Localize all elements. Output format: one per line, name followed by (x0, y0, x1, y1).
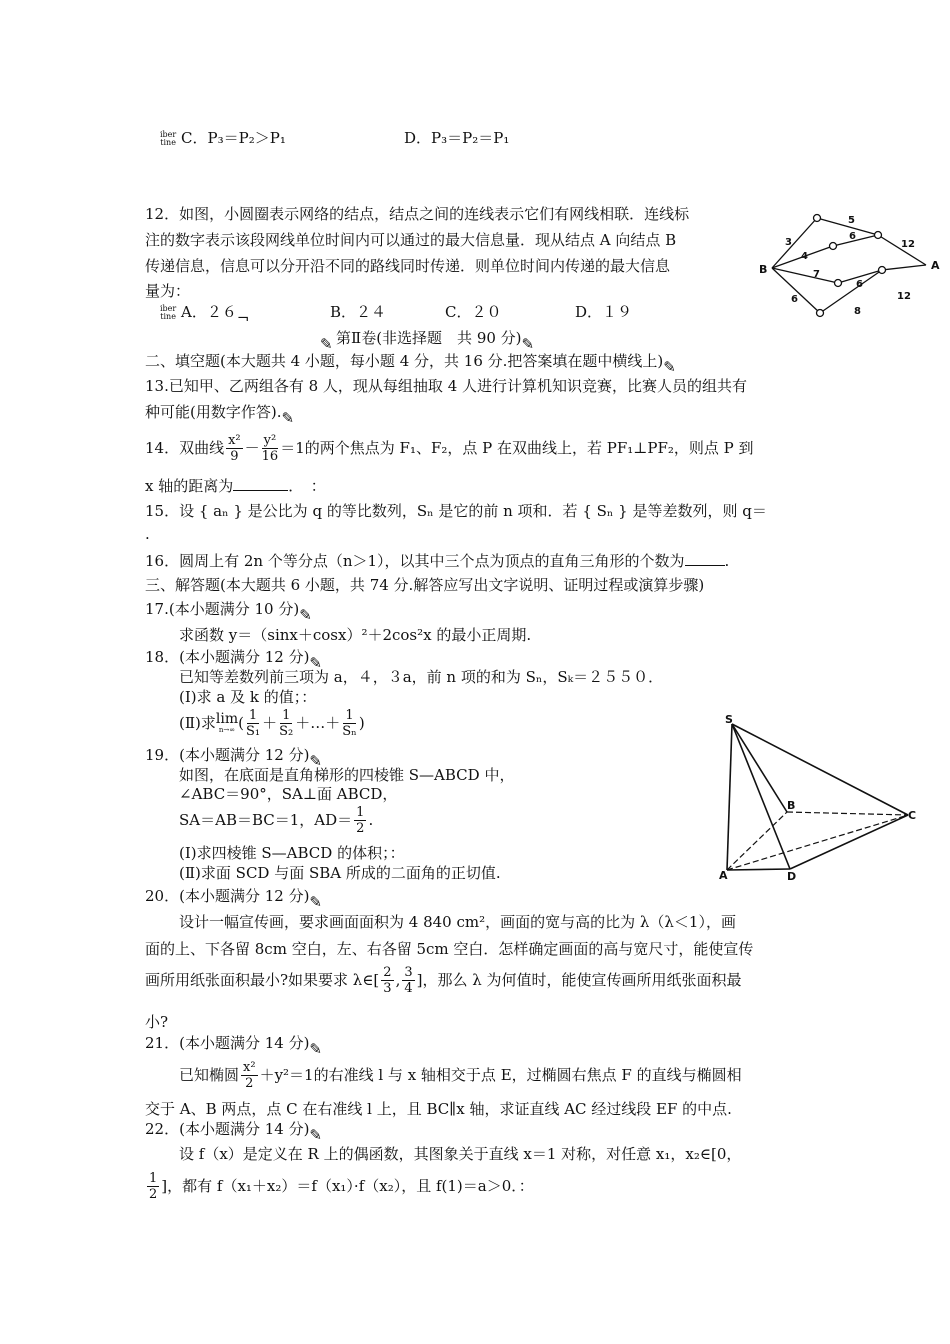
fraction: $\frac{\text{x²}}{9}$ (228, 432, 241, 464)
answer-blank (685, 551, 725, 566)
mark-icon: ✎ (309, 654, 322, 672)
q19-line5: (Ⅱ)求面 SCD 与面 SBA 所成的二面角的正切值. (179, 864, 501, 882)
mark-icon: ¬ (236, 309, 250, 327)
q12-options (160, 302, 633, 327)
fraction: $\frac{1}{\text{Sₙ}}$ (342, 707, 357, 739)
q18-line1: 已知等差数列前三项为 a，４，３a，前 n 项的和为 Sₙ，Sₖ＝２５５０． (179, 668, 664, 686)
mark-icon: ✎ (663, 358, 676, 376)
q16: 16．圆周上有 2n 个等分点（n＞1），以其中三个点为顶点的直角三角形的个数为 . (145, 552, 730, 570)
q14-line1: 14．双曲线 $\frac{\text{x²}}{9}$ － $\frac{\text{y²}}{16}$ ＝1的两个焦点为 F₁、F₂，点 P 在双曲线上，若 PF₁⊥PF₂，则点 P 到 (145, 432, 754, 464)
edge-bc (787, 812, 908, 815)
q19-line3: SA＝AB＝BC＝1，AD＝ $\frac{1}{2}$ . (179, 804, 374, 836)
vertex-a-label: A (719, 869, 728, 882)
fraction: $\frac{3}{4}$ (404, 964, 413, 996)
fraction: $\frac{1}{\text{S₁}}$ (246, 707, 261, 739)
q20-line2: 面的上、下各留 8cm 空白，左、右各留 5cm 空白．怎样确定画面的高与宽尺寸，能使宣传 (145, 940, 754, 958)
q22-head: 22．(本小题满分 14 分)✎ (145, 1119, 325, 1139)
limit: lim n→∞ (215, 711, 239, 734)
q13-line2: 种可能(用数字作答).✎ (145, 402, 297, 422)
mark-icon: ✎ (320, 335, 333, 353)
node (875, 232, 882, 239)
part2-title: ✎ 第Ⅱ卷(非选择题 共 90 分)✎ (320, 328, 538, 348)
edge-sa (727, 724, 732, 870)
option-c: C．２０ (445, 303, 502, 321)
mark-icon: ✎ (309, 1040, 322, 1058)
mark-icon: ✎ (281, 409, 295, 427)
marker: iber tine (160, 130, 177, 147)
option-c: C．P₃＝P₂＞P₁ (181, 129, 286, 147)
edge-ad (727, 869, 790, 870)
edge-label: 3 (785, 237, 792, 248)
q21-head: 21．(本小题满分 14 分)✎ (145, 1033, 325, 1053)
edge-sd (732, 724, 790, 869)
vertex-s-label: S (725, 713, 733, 726)
q21-line2: 交于 A、B 两点，点 C 在右准线 l 上，且 BC∥x 轴，求证直线 AC 经过线段 EF 的中点. (145, 1100, 732, 1118)
option-d: D．１９ (575, 303, 633, 321)
q15-line1: 15．设 { aₙ } 是公比为 q 的等比数列，Sₙ 是它的前 n 项和．若 { Sₙ } 是等差数列，则 q＝ (145, 502, 767, 520)
mark-icon: ✎ (309, 1126, 322, 1144)
answer-blank (233, 476, 288, 491)
q19-line4: (Ⅰ)求四棱锥 S—ABCD 的体积；： (179, 844, 405, 862)
node (879, 267, 886, 274)
edge-label: 6 (791, 294, 798, 305)
q15-line2: . (145, 525, 150, 543)
q22-line2: $\frac{1}{2}$ ]，都有 f（x₁＋x₂）＝f（x₁）·f（x₂），且 f(1)＝a＞0．： (149, 1170, 534, 1202)
edge-label: 6 (849, 231, 856, 242)
edge-label: 8 (854, 306, 861, 317)
edge-label: 5 (848, 215, 855, 226)
vertex-c-label: C (908, 809, 917, 822)
q12-line2: 注的数字表示该段网线单位时间内可以通过的最大信息量．现从结点 A 向结点 B (145, 231, 677, 249)
edge-label: 6 (856, 279, 863, 290)
option-d: D．P₃＝P₂＝P₁ (404, 129, 510, 147)
edge-label: 7 (813, 269, 820, 280)
edge-sc (732, 724, 908, 815)
edge-dc (790, 815, 908, 869)
mark-icon: ✎ (309, 893, 322, 911)
fraction: $\frac{2}{3}$ (383, 964, 392, 996)
q20-head: 20．(本小题满分 12 分)✎ (145, 886, 325, 906)
node-b-label: B (759, 263, 768, 276)
vertex-d-label: D (787, 870, 797, 882)
q20-line1: 设计一幅宣传画，要求画面面积为 4 840 cm²，画面的宽与高的比为 λ（λ＜1），画 (179, 913, 736, 931)
q19-line1: 如图，在底面是直角梯形的四棱锥 S—ABCD 中， (179, 766, 515, 784)
marker: iber tine (160, 304, 177, 321)
q11-options (160, 128, 510, 148)
q18-line3: (Ⅱ)求 lim n→∞ ( $\frac{1}{\text{S₁}}$ ＋ $\frac{1}{\text{S₂}}$ ＋…＋ $\frac{1}{\text{Sₙ}}$ ) (179, 707, 365, 739)
mark-icon: ✎ (299, 606, 312, 624)
q12-line1: 12．如图，小圆圈表示网络的结点，结点之间的连线表示它们有网线相联．连线标 (145, 205, 690, 223)
mark-icon: ✎ (309, 752, 322, 770)
option-b: B．２４ (330, 303, 387, 321)
q17-body: 求函数 y＝（sinx＋cosx）²＋2cos²x 的最小正周期. (179, 626, 532, 644)
q21-line1: 已知椭圆 $\frac{\text{x²}}{2}$ ＋y²＝1的右准线 l 与 x 轴相交于点 E，过椭圆右焦点 F 的直线与椭圆相 (179, 1059, 742, 1091)
section2-heading: 二、填空题(本大题共 4 小题，每小题 4 分，共 16 分.把答案填在题中横线上)✎ (145, 351, 679, 371)
node (835, 280, 842, 287)
node-a-label: A (931, 259, 940, 272)
fraction: $\frac{1}{2}$ (149, 1170, 158, 1202)
section3-heading: 三、解答题(本大题共 6 小题，共 74 分.解答应写出文字说明、证明过程或演算步骤) (145, 576, 705, 594)
node (830, 243, 837, 250)
mark-icon: ✎ (521, 335, 535, 353)
q12-line4: 量为： (145, 282, 191, 300)
q17-head: 17.(本小题满分 10 分)✎ (145, 599, 315, 619)
fraction: $\frac{1}{2}$ (356, 804, 365, 836)
q18-head: 18．(本小题满分 12 分)✎ (145, 647, 325, 667)
edge-label: 12 (897, 291, 911, 302)
node (817, 310, 824, 317)
pyramid-figure (715, 712, 920, 882)
q20-line3: 画所用纸张面积最小?如果要求 λ∈[ $\frac{2}{3}$ , $\frac{3}{4}$ ]，那么 λ 为何值时，能使宣传画所用纸张面积最 (145, 964, 742, 996)
q19-line2: ∠ABC＝90°，SA⊥面 ABCD， (179, 785, 398, 803)
q19-head: 19．(本小题满分 12 分)✎ (145, 745, 325, 765)
q22-line1: 设 f（x）是定义在 R 上的偶函数，其图象关于直线 x＝1 对称，对任意 x₁，x₂∈[0， (179, 1145, 742, 1163)
edge-label: 4 (801, 251, 808, 262)
network-figure (755, 205, 940, 320)
fraction: $\frac{\text{x²}}{2}$ (243, 1059, 256, 1091)
edge-label: 12 (901, 239, 915, 250)
q18-line2: (Ⅰ)求 a 及 k 的值；： (179, 688, 317, 706)
vertex-b-label: B (787, 799, 796, 812)
q14-line2: x 轴的距离为 ． ： (145, 477, 326, 495)
node (814, 215, 821, 222)
q13-line1: 13.已知甲、乙两组各有 8 人，现从每组抽取 4 人进行计算机知识竞赛，比赛人员的组共有 (145, 377, 748, 395)
fraction: $\frac{\text{y²}}{16}$ (261, 432, 279, 464)
q20-line4: 小? (145, 1013, 169, 1031)
fraction: $\frac{1}{\text{S₂}}$ (279, 707, 294, 739)
q12-line3: 传递信息，信息可以分开沿不同的路线同时传递．则单位时间内传递的最大信息 (145, 257, 671, 275)
edge-ac (727, 815, 908, 870)
edge-sb (732, 724, 787, 812)
option-a: A．２６ (181, 303, 237, 321)
